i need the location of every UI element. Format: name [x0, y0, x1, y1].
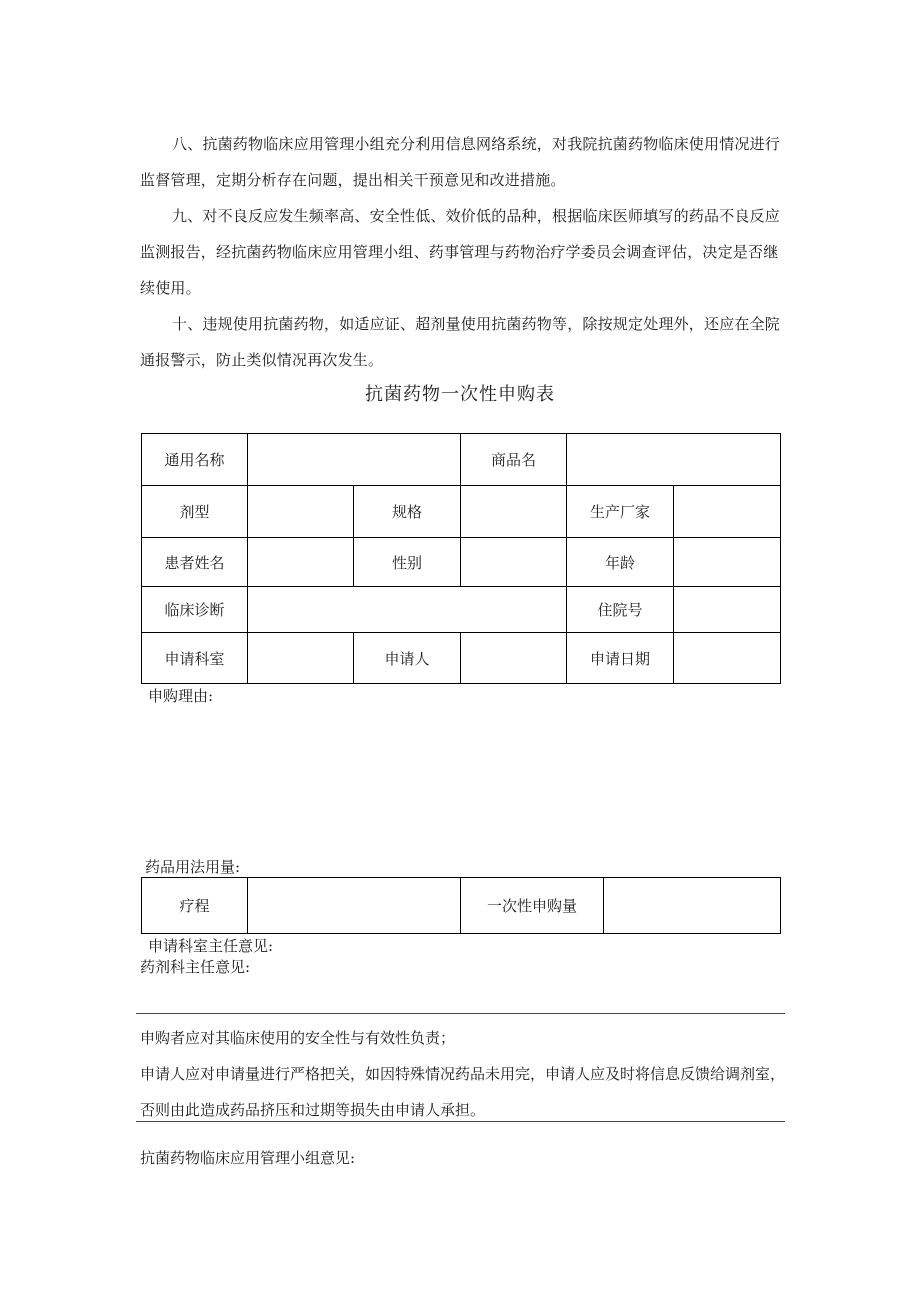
- applicant-field[interactable]: [461, 633, 567, 684]
- table-row: [142, 878, 781, 934]
- management-group-opinion-label: 抗菌药物临床应用管理小组意见:: [140, 1149, 356, 1167]
- admission-no-field[interactable]: [674, 587, 781, 633]
- spec-field[interactable]: [461, 486, 567, 538]
- paragraph-9: 九、对不良反应发生频率高、安全性低、效价低的品种，根据临床医师填写的药品不良反应监测报告，经抗菌药物临床应用管理小组、药事管理与药物治疗学委员会调查评估，决定是否继续使用。: [140, 207, 781, 297]
- paragraph-8: 八、抗菌药物临床应用管理小组充分利用信息网络系统，对我院抗菌药物临床使用情况进行监督管理，定期分析存在问题，提出相关干预意见和改进措施。: [140, 135, 781, 189]
- apply-date-field[interactable]: [674, 633, 781, 684]
- divider: [136, 1121, 785, 1122]
- manufacturer-field[interactable]: [674, 486, 781, 538]
- reason-label: 申购理由:: [148, 687, 214, 705]
- pharmacy-director-opinion-label: 药剂科主任意见:: [140, 958, 251, 976]
- table-row: [142, 633, 781, 684]
- patient-name-field[interactable]: [248, 538, 354, 587]
- diagnosis-field[interactable]: [248, 587, 567, 633]
- applicant-label: 申请人: [354, 633, 461, 684]
- responsibility-note: 申购者应对其临床使用的安全性与有效性负责；: [140, 1029, 456, 1047]
- generic-name-label: 通用名称: [142, 434, 248, 486]
- table-row: [142, 538, 781, 587]
- generic-name-field[interactable]: [248, 434, 461, 486]
- diagnosis-label: 临床诊断: [142, 587, 248, 633]
- dept-director-opinion-label: 申请科室主任意见:: [148, 937, 274, 955]
- applying-dept-label: 申请科室: [142, 633, 248, 684]
- spec-label: 规格: [354, 486, 461, 538]
- trade-name-label: 商品名: [461, 434, 567, 486]
- course-table: [141, 877, 781, 934]
- manufacturer-label: 生产厂家: [567, 486, 674, 538]
- age-field[interactable]: [674, 538, 781, 587]
- one-time-qty-field[interactable]: [604, 878, 781, 934]
- purchase-form-table: [141, 433, 781, 684]
- table-row: [142, 434, 781, 486]
- dosage-form-label: 剂型: [142, 486, 248, 538]
- gender-field[interactable]: [461, 538, 567, 587]
- course-field[interactable]: [248, 878, 461, 934]
- patient-name-label: 患者姓名: [142, 538, 248, 587]
- trade-name-field[interactable]: [567, 434, 781, 486]
- admission-no-label: 住院号: [567, 587, 674, 633]
- dosage-form-field[interactable]: [248, 486, 354, 538]
- age-label: 年龄: [567, 538, 674, 587]
- quantity-note: 申请人应对申请量进行严格把关，如因特殊情况药品未用完，申请人应及时将信息反馈给调剂室，否则由此造成药品挤压和过期等损失由申请人承担。: [140, 1065, 786, 1119]
- table-row: [142, 587, 781, 633]
- apply-date-label: 申请日期: [567, 633, 674, 684]
- gender-label: 性别: [354, 538, 461, 587]
- one-time-qty-label: 一次性申购量: [461, 878, 604, 934]
- divider: [136, 1013, 785, 1014]
- table-row: [142, 486, 781, 538]
- usage-label: 药品用法用量:: [145, 858, 241, 876]
- course-label: 疗程: [142, 878, 248, 934]
- applying-dept-field[interactable]: [248, 633, 354, 684]
- paragraph-10: 十、违规使用抗菌药物，如适应证、超剂量使用抗菌药物等，除按规定处理外，还应在全院通报警示，防止类似情况再次发生。: [140, 315, 781, 369]
- form-title: 抗菌药物一次性申购表: [365, 384, 555, 405]
